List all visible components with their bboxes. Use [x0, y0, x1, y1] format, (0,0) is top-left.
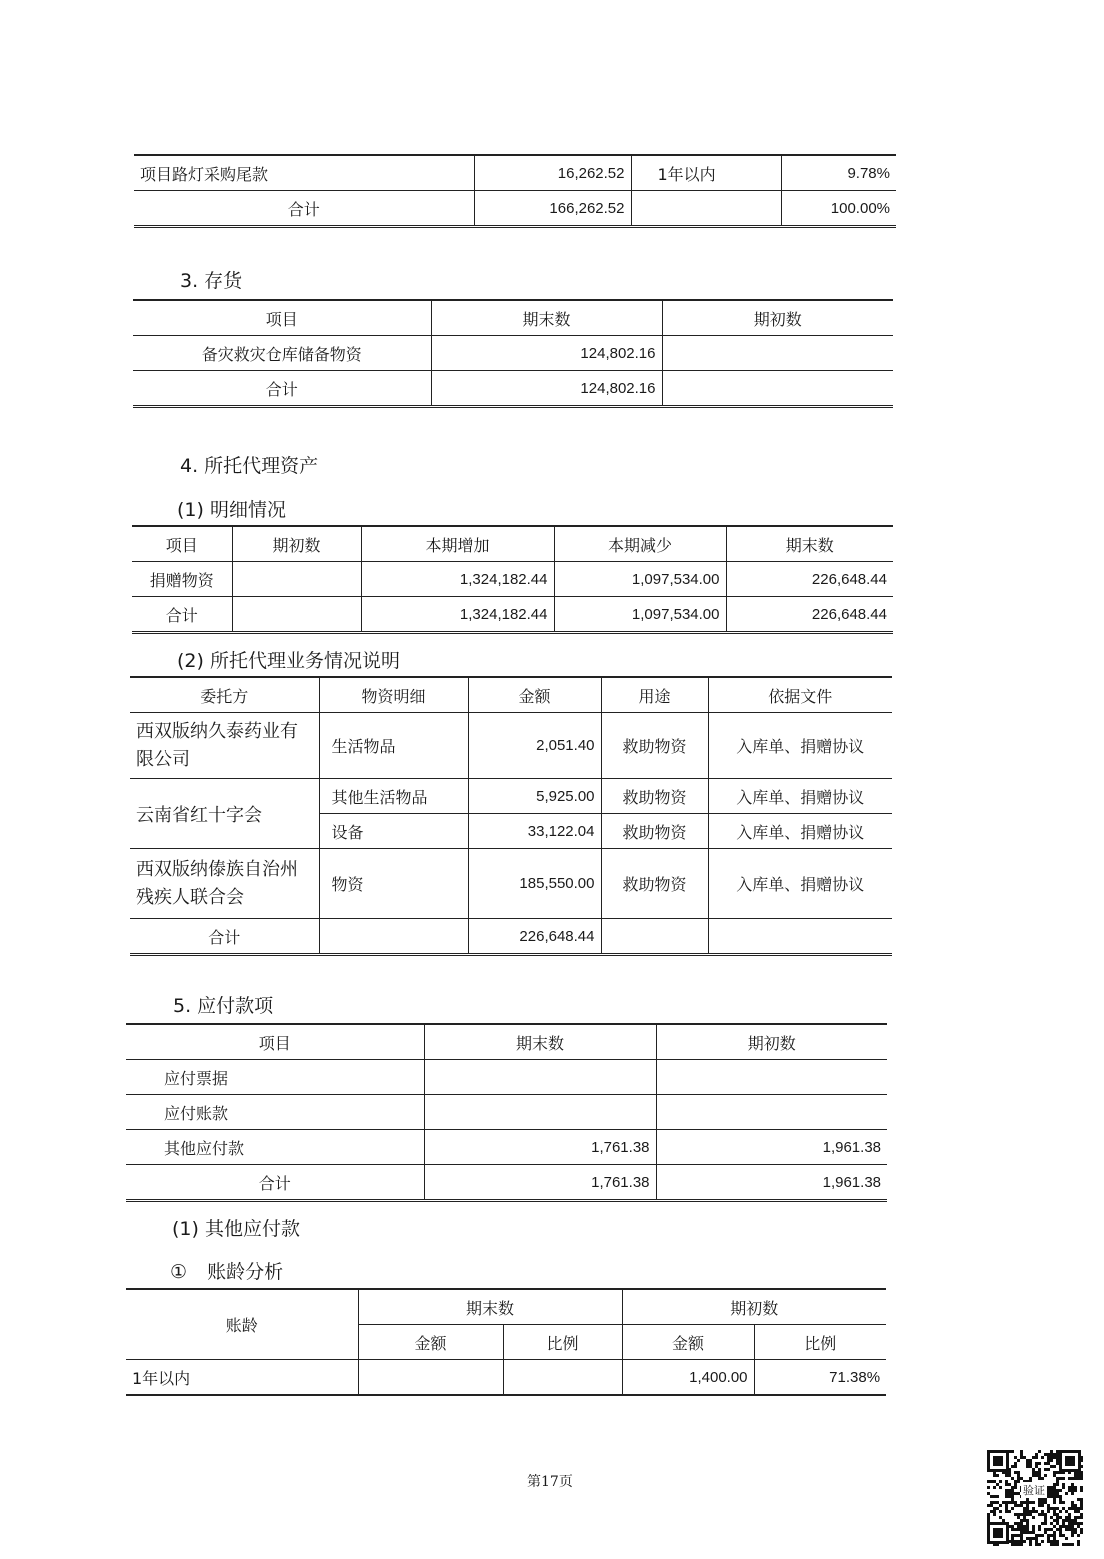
subsection-heading: (1) 其他应付款 [172, 1218, 300, 1240]
section-heading: 4. 所托代理资产 [180, 455, 319, 477]
column-header: 期初数 [622, 1289, 886, 1325]
column-header: 项目 [126, 1024, 424, 1060]
table-cell: 其他生活物品 [319, 779, 468, 814]
table-cell: 100.00% [781, 191, 896, 227]
table-cell: 1年以内 [126, 1360, 358, 1396]
table-row [130, 849, 892, 919]
table-row [130, 779, 892, 814]
table-row [126, 1165, 887, 1201]
column-header: 用途 [601, 677, 708, 713]
table-cell: 2,051.40 [468, 713, 601, 779]
column-header: 期末数 [358, 1289, 622, 1325]
qr-code-icon [985, 1448, 1083, 1546]
table-cell: 1,324,182.44 [361, 562, 554, 597]
subsection-heading [170, 1257, 283, 1284]
table-cell: 其他应付款 [126, 1130, 424, 1165]
section-heading: 5. 应付款项 [173, 995, 274, 1017]
table-row [134, 155, 896, 191]
subsection-heading: (1) 明细情况 [177, 499, 286, 521]
table-cell: 9.78% [781, 155, 896, 191]
table-cell: 226,648.44 [468, 919, 601, 955]
subsection-heading: (2) 所托代理业务情况说明 [177, 650, 400, 672]
table-cell: 1,324,182.44 [361, 597, 554, 633]
table-cell: 救助物资 [601, 849, 708, 919]
table-cell: 1年以内 [631, 155, 781, 191]
table-cell: 合计 [133, 371, 431, 407]
column-header: 期初数 [232, 526, 361, 562]
column-header: 金额 [468, 677, 601, 713]
payables-table [126, 1023, 887, 1202]
table-cell [601, 919, 708, 955]
agency-business-table [130, 676, 892, 956]
agency-detail-table [132, 525, 893, 634]
column-header: 本期减少 [554, 526, 726, 562]
table-cell: 33,122.04 [468, 814, 601, 849]
table-cell: 1,097,534.00 [554, 562, 726, 597]
table-cell: 入库单、捐赠协议 [708, 849, 892, 919]
table-row [133, 371, 893, 407]
column-header: 金额 [358, 1325, 503, 1360]
table-row [126, 1130, 887, 1165]
section-heading: 3. 存货 [180, 270, 243, 292]
table-cell: 1,400.00 [622, 1360, 754, 1396]
table-cell: 西双版纳久泰药业有限公司 [130, 713, 319, 779]
column-header: 比例 [503, 1325, 622, 1360]
column-header: 物资明细 [319, 677, 468, 713]
table-cell: 应付票据 [126, 1060, 424, 1095]
column-header: 期初数 [662, 300, 893, 336]
table-cell: 16,262.52 [474, 155, 631, 191]
table-cell [232, 597, 361, 633]
table-cell: 救助物资 [601, 713, 708, 779]
table-header-row [126, 1289, 886, 1325]
table-cell: 5,925.00 [468, 779, 601, 814]
table-row [133, 336, 893, 371]
table-cell: 备灾救灾仓库储备物资 [133, 336, 431, 371]
table-header-row [130, 677, 892, 713]
table-header-row [133, 300, 893, 336]
table-cell: 124,802.16 [431, 336, 662, 371]
table-cell: 救助物资 [601, 779, 708, 814]
table-cell [662, 371, 893, 407]
table-cell: 捐赠物资 [132, 562, 232, 597]
table-row [132, 562, 893, 597]
table-cell [424, 1060, 656, 1095]
table-cell: 1,961.38 [656, 1165, 887, 1201]
table-cell [319, 919, 468, 955]
column-header: 金额 [622, 1325, 754, 1360]
table-cell [662, 336, 893, 371]
table-cell: 合计 [132, 597, 232, 633]
table-cell: 项目路灯采购尾款 [134, 155, 474, 191]
table-cell: 226,648.44 [726, 597, 893, 633]
table-cell: 226,648.44 [726, 562, 893, 597]
column-header: 期末数 [431, 300, 662, 336]
table-header-row [132, 526, 893, 562]
column-header: 委托方 [130, 677, 319, 713]
column-header: 期末数 [726, 526, 893, 562]
column-header: 项目 [132, 526, 232, 562]
table-cell [631, 191, 781, 227]
table-cell [656, 1060, 887, 1095]
table-row [130, 713, 892, 779]
column-header: 本期增加 [361, 526, 554, 562]
table-cell: 入库单、捐赠协议 [708, 779, 892, 814]
table-row [126, 1060, 887, 1095]
table-cell: 入库单、捐赠协议 [708, 713, 892, 779]
table-cell: 设备 [319, 814, 468, 849]
column-header: 账龄 [126, 1289, 358, 1360]
page-number: 第17页 [527, 1474, 573, 1490]
table-cell: 合计 [134, 191, 474, 227]
table-row [126, 1360, 886, 1396]
qr-overlay-text: 验证 [1023, 1484, 1045, 1497]
column-header: 期末数 [424, 1024, 656, 1060]
table-row [134, 191, 896, 227]
table-cell: 1,761.38 [424, 1165, 656, 1201]
table-row [126, 1095, 887, 1130]
column-header: 比例 [754, 1325, 886, 1360]
table-row [130, 919, 892, 955]
table-cell: 救助物资 [601, 814, 708, 849]
table-row [132, 597, 893, 633]
table-cell: 124,802.16 [431, 371, 662, 407]
table-cell: 物资 [319, 849, 468, 919]
table-cell: 云南省红十字会 [130, 779, 319, 849]
table-cell [424, 1095, 656, 1130]
table-cell: 西双版纳傣族自治州残疾人联合会 [130, 849, 319, 919]
table-cell: 166,262.52 [474, 191, 631, 227]
subsection-label: 账龄分析 [207, 1261, 284, 1283]
table-cell: 1,961.38 [656, 1130, 887, 1165]
table-cell [503, 1360, 622, 1396]
table-cell: 合计 [126, 1165, 424, 1201]
table-cell [232, 562, 361, 597]
table-cell: 入库单、捐赠协议 [708, 814, 892, 849]
table-cell: 1,097,534.00 [554, 597, 726, 633]
table-cell: 185,550.00 [468, 849, 601, 919]
column-header: 项目 [133, 300, 431, 336]
table-cell: 1,761.38 [424, 1130, 656, 1165]
top-table [134, 154, 896, 228]
table-cell [708, 919, 892, 955]
table-cell: 71.38% [754, 1360, 886, 1396]
column-header: 依据文件 [708, 677, 892, 713]
table-header-row [126, 1024, 887, 1060]
column-header: 期初数 [656, 1024, 887, 1060]
inventory-table [133, 299, 893, 408]
table-cell [656, 1095, 887, 1130]
table-cell: 应付账款 [126, 1095, 424, 1130]
aging-table [126, 1288, 886, 1396]
circled-number: ① [170, 1261, 188, 1283]
table-cell: 生活物品 [319, 713, 468, 779]
table-cell: 合计 [130, 919, 319, 955]
table-cell [358, 1360, 503, 1396]
